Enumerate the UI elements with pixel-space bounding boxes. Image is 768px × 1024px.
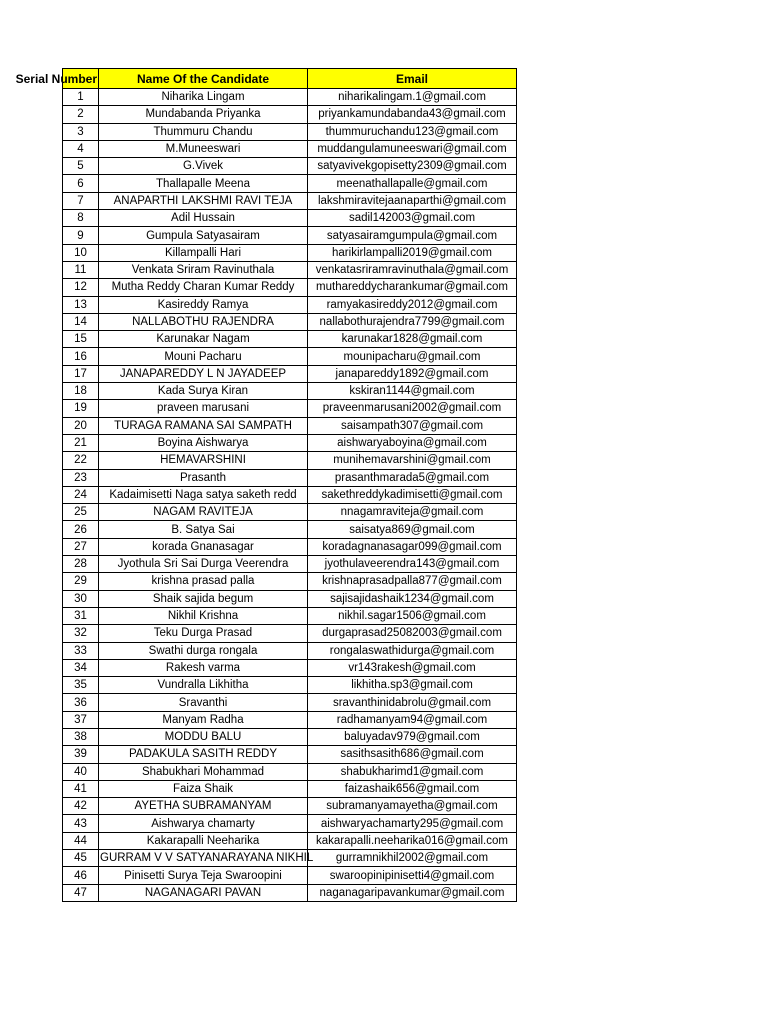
candidate-name-cell[interactable]: Aishwarya chamarty: [99, 815, 308, 832]
email-cell[interactable]: satyasairamgumpula@gmail.com: [308, 227, 517, 244]
serial-number-cell[interactable]: 38: [63, 728, 99, 745]
email-cell[interactable]: kakarapalli.neeharika016@gmail.com: [308, 832, 517, 849]
table-row: [63, 590, 517, 607]
serial-number-cell[interactable]: 26: [63, 521, 99, 538]
serial-number-cell[interactable]: 3: [63, 123, 99, 140]
candidate-name-cell[interactable]: Shabukhari Mohammad: [99, 763, 308, 780]
serial-number-cell[interactable]: 32: [63, 625, 99, 642]
email-cell[interactable]: karunakar1828@gmail.com: [308, 331, 517, 348]
serial-number-cell[interactable]: 2: [63, 106, 99, 123]
email-cell[interactable]: rongalaswathidurga@gmail.com: [308, 642, 517, 659]
table-row: [63, 279, 517, 296]
candidate-name-cell[interactable]: HEMAVARSHINI: [99, 452, 308, 469]
email-cell[interactable]: jyothulaveerendra143@gmail.com: [308, 556, 517, 573]
email-cell[interactable]: niharikalingam.1@gmail.com: [308, 89, 517, 106]
serial-number-cell[interactable]: 41: [63, 780, 99, 797]
email-cell[interactable]: radhamanyam94@gmail.com: [308, 711, 517, 728]
candidate-name-cell[interactable]: Kakarapalli Neeharika: [99, 832, 308, 849]
candidate-name-cell[interactable]: Karunakar Nagam: [99, 331, 308, 348]
table-row: [63, 694, 517, 711]
table-row: [63, 677, 517, 694]
serial-number-cell[interactable]: 42: [63, 798, 99, 815]
email-cell[interactable]: subramanyamayetha@gmail.com: [308, 798, 517, 815]
serial-number-cell[interactable]: 28: [63, 556, 99, 573]
table-row: [63, 210, 517, 227]
candidate-name-cell[interactable]: JANAPAREDDY L N JAYADEEP: [99, 365, 308, 382]
serial-number-cell[interactable]: 27: [63, 538, 99, 555]
serial-number-cell[interactable]: 15: [63, 331, 99, 348]
email-cell[interactable]: nnagamraviteja@gmail.com: [308, 504, 517, 521]
candidate-name-cell[interactable]: GURRAM V V SATYANARAYANA NIKHIL: [99, 850, 308, 867]
serial-number-cell[interactable]: 14: [63, 313, 99, 330]
header-email[interactable]: Email: [308, 69, 517, 89]
serial-number-cell[interactable]: 43: [63, 815, 99, 832]
table-row: [63, 607, 517, 624]
candidate-name-cell[interactable]: Faiza Shaik: [99, 780, 308, 797]
serial-number-cell[interactable]: 33: [63, 642, 99, 659]
serial-number-cell[interactable]: 40: [63, 763, 99, 780]
table-body: [63, 89, 517, 902]
email-cell[interactable]: thummuruchandu123@gmail.com: [308, 123, 517, 140]
candidate-name-cell[interactable]: Mutha Reddy Charan Kumar Reddy: [99, 279, 308, 296]
serial-number-cell[interactable]: 4: [63, 140, 99, 157]
candidate-name-cell[interactable]: Mundabanda Priyanka: [99, 106, 308, 123]
email-cell[interactable]: kskiran1144@gmail.com: [308, 383, 517, 400]
candidate-name-cell[interactable]: Adil Hussain: [99, 210, 308, 227]
candidate-name-cell[interactable]: Shaik sajida begum: [99, 590, 308, 607]
email-cell[interactable]: sasithsasith686@gmail.com: [308, 746, 517, 763]
email-cell[interactable]: sadil142003@gmail.com: [308, 210, 517, 227]
serial-number-cell[interactable]: 34: [63, 659, 99, 676]
candidate-name-cell[interactable]: praveen marusani: [99, 400, 308, 417]
serial-number-cell[interactable]: 6: [63, 175, 99, 192]
header-serial-number[interactable]: Serial Number: [63, 69, 99, 89]
candidate-name-cell[interactable]: M.Muneeswari: [99, 140, 308, 157]
candidate-name-cell[interactable]: Thallapalle Meena: [99, 175, 308, 192]
table-row: [63, 227, 517, 244]
candidate-name-cell[interactable]: Manyam Radha: [99, 711, 308, 728]
table-row: [63, 123, 517, 140]
serial-number-cell[interactable]: 46: [63, 867, 99, 884]
email-cell[interactable]: koradagnanasagar099@gmail.com: [308, 538, 517, 555]
email-cell[interactable]: ramyakasireddy2012@gmail.com: [308, 296, 517, 313]
table-row: [63, 89, 517, 106]
table-row: [63, 521, 517, 538]
serial-number-cell[interactable]: 9: [63, 227, 99, 244]
serial-number-cell[interactable]: 5: [63, 158, 99, 175]
table-row: [63, 711, 517, 728]
table-row: [63, 815, 517, 832]
table-row: [63, 261, 517, 278]
email-cell[interactable]: likhitha.sp3@gmail.com: [308, 677, 517, 694]
table-row: [63, 434, 517, 451]
email-cell[interactable]: mounipacharu@gmail.com: [308, 348, 517, 365]
candidate-name-cell[interactable]: ANAPARTHI LAKSHMI RAVI TEJA: [99, 192, 308, 209]
email-cell[interactable]: sakethreddykadimisetti@gmail.com: [308, 486, 517, 503]
serial-number-cell[interactable]: 19: [63, 400, 99, 417]
table-row: [63, 383, 517, 400]
table-row: [63, 746, 517, 763]
candidate-name-cell[interactable]: Kadaimisetti Naga satya saketh redd: [99, 486, 308, 503]
table-row: [63, 556, 517, 573]
candidate-name-cell[interactable]: Mouni Pacharu: [99, 348, 308, 365]
table-row: [63, 400, 517, 417]
table-row: [63, 573, 517, 590]
candidate-name-cell[interactable]: TURAGA RAMANA SAI SAMPATH: [99, 417, 308, 434]
serial-number-cell[interactable]: 25: [63, 504, 99, 521]
table-row: [63, 452, 517, 469]
candidate-name-cell[interactable]: Killampalli Hari: [99, 244, 308, 261]
serial-number-cell[interactable]: 8: [63, 210, 99, 227]
serial-number-cell[interactable]: 31: [63, 607, 99, 624]
email-cell[interactable]: shabukharimd1@gmail.com: [308, 763, 517, 780]
candidate-name-cell[interactable]: Rakesh varma: [99, 659, 308, 676]
table-row: [63, 780, 517, 797]
table-row: [63, 867, 517, 884]
serial-number-cell[interactable]: 20: [63, 417, 99, 434]
candidate-name-cell[interactable]: Sravanthi: [99, 694, 308, 711]
email-cell[interactable]: sravanthinidabrolu@gmail.com: [308, 694, 517, 711]
table-row: [63, 365, 517, 382]
table-row: [63, 192, 517, 209]
serial-number-cell[interactable]: 39: [63, 746, 99, 763]
email-cell[interactable]: janapareddy1892@gmail.com: [308, 365, 517, 382]
candidate-name-cell[interactable]: NAGANAGARI PAVAN: [99, 884, 308, 901]
email-cell[interactable]: praveenmarusani2002@gmail.com: [308, 400, 517, 417]
candidate-name-cell[interactable]: Kasireddy Ramya: [99, 296, 308, 313]
table-row: [63, 486, 517, 503]
table-row: [63, 884, 517, 901]
candidate-name-cell[interactable]: Jyothula Sri Sai Durga Veerendra: [99, 556, 308, 573]
email-cell[interactable]: venkatasriramravinuthala@gmail.com: [308, 261, 517, 278]
table-row: [63, 244, 517, 261]
email-cell[interactable]: faizashaik656@gmail.com: [308, 780, 517, 797]
serial-number-cell[interactable]: 44: [63, 832, 99, 849]
candidate-name-cell[interactable]: G.Vivek: [99, 158, 308, 175]
serial-number-cell[interactable]: 24: [63, 486, 99, 503]
serial-number-cell[interactable]: 10: [63, 244, 99, 261]
email-cell[interactable]: saisatya869@gmail.com: [308, 521, 517, 538]
table-row: [63, 331, 517, 348]
email-cell[interactable]: krishnaprasadpalla877@gmail.com: [308, 573, 517, 590]
email-cell[interactable]: nikhil.sagar1506@gmail.com: [308, 607, 517, 624]
table-row: [63, 659, 517, 676]
email-cell[interactable]: baluyadav979@gmail.com: [308, 728, 517, 745]
candidate-name-cell[interactable]: Pinisetti Surya Teja Swaroopini: [99, 867, 308, 884]
serial-number-cell[interactable]: 47: [63, 884, 99, 901]
table-row: [63, 763, 517, 780]
serial-number-cell[interactable]: 23: [63, 469, 99, 486]
candidate-name-cell[interactable]: Nikhil Krishna: [99, 607, 308, 624]
serial-number-cell[interactable]: 7: [63, 192, 99, 209]
table-row: [63, 642, 517, 659]
email-cell[interactable]: priyankamundabanda43@gmail.com: [308, 106, 517, 123]
email-cell[interactable]: muthareddycharankumar@gmail.com: [308, 279, 517, 296]
email-cell[interactable]: nallabothurajendra7799@gmail.com: [308, 313, 517, 330]
candidate-name-cell[interactable]: MODDU BALU: [99, 728, 308, 745]
table-row: [63, 106, 517, 123]
candidate-name-cell[interactable]: NAGAM RAVITEJA: [99, 504, 308, 521]
table-row: [63, 538, 517, 555]
table-row: [63, 417, 517, 434]
email-cell[interactable]: satyavivekgopisetty2309@gmail.com: [308, 158, 517, 175]
table-row: [63, 158, 517, 175]
candidate-name-cell[interactable]: Niharika Lingam: [99, 89, 308, 106]
serial-number-cell[interactable]: 45: [63, 850, 99, 867]
candidate-name-cell[interactable]: AYETHA SUBRAMANYAM: [99, 798, 308, 815]
email-cell[interactable]: durgaprasad25082003@gmail.com: [308, 625, 517, 642]
table-row: [63, 140, 517, 157]
serial-number-cell[interactable]: 12: [63, 279, 99, 296]
table-row: [63, 832, 517, 849]
candidate-name-cell[interactable]: Kada Surya Kiran: [99, 383, 308, 400]
email-cell[interactable]: harikirlampalli2019@gmail.com: [308, 244, 517, 261]
candidate-name-cell[interactable]: krishna prasad palla: [99, 573, 308, 590]
serial-number-cell[interactable]: 35: [63, 677, 99, 694]
serial-number-cell[interactable]: 1: [63, 89, 99, 106]
email-cell[interactable]: prasanthmarada5@gmail.com: [308, 469, 517, 486]
serial-number-cell[interactable]: 21: [63, 434, 99, 451]
email-cell[interactable]: aishwaryaboyina@gmail.com: [308, 434, 517, 451]
serial-number-cell[interactable]: 30: [63, 590, 99, 607]
table-row: [63, 469, 517, 486]
email-cell[interactable]: gurramnikhil2002@gmail.com: [308, 850, 517, 867]
candidate-name-cell[interactable]: Gumpula Satyasairam: [99, 227, 308, 244]
serial-number-cell[interactable]: 36: [63, 694, 99, 711]
serial-number-cell[interactable]: 11: [63, 261, 99, 278]
candidate-name-cell[interactable]: Prasanth: [99, 469, 308, 486]
serial-number-cell[interactable]: 22: [63, 452, 99, 469]
candidate-name-cell[interactable]: Thummuru Chandu: [99, 123, 308, 140]
email-cell[interactable]: swaroopinipinisetti4@gmail.com: [308, 867, 517, 884]
candidate-name-cell[interactable]: Boyina Aishwarya: [99, 434, 308, 451]
serial-number-cell[interactable]: 37: [63, 711, 99, 728]
candidate-name-cell[interactable]: Vundralla Likhitha: [99, 677, 308, 694]
candidate-name-cell[interactable]: NALLABOTHU RAJENDRA: [99, 313, 308, 330]
table-row: [63, 625, 517, 642]
serial-number-cell[interactable]: 17: [63, 365, 99, 382]
candidate-name-cell[interactable]: B. Satya Sai: [99, 521, 308, 538]
email-cell[interactable]: muddangulamuneeswari@gmail.com: [308, 140, 517, 157]
email-cell[interactable]: saisampath307@gmail.com: [308, 417, 517, 434]
email-cell[interactable]: meenathallapalle@gmail.com: [308, 175, 517, 192]
header-candidate-name[interactable]: Name Of the Candidate: [99, 69, 308, 89]
table-row: [63, 504, 517, 521]
table-row: [63, 798, 517, 815]
serial-number-cell[interactable]: 13: [63, 296, 99, 313]
email-cell[interactable]: lakshmiravitejaanaparthi@gmail.com: [308, 192, 517, 209]
candidate-name-cell[interactable]: Swathi durga rongala: [99, 642, 308, 659]
table-row: [63, 728, 517, 745]
serial-number-cell[interactable]: 29: [63, 573, 99, 590]
candidate-name-cell[interactable]: korada Gnanasagar: [99, 538, 308, 555]
serial-number-cell[interactable]: 18: [63, 383, 99, 400]
table-row: [63, 175, 517, 192]
table-row: [63, 850, 517, 867]
candidate-name-cell[interactable]: Venkata Sriram Ravinuthala: [99, 261, 308, 278]
table-row: [63, 296, 517, 313]
email-cell[interactable]: aishwaryachamarty295@gmail.com: [308, 815, 517, 832]
email-cell[interactable]: sajisajidashaik1234@gmail.com: [308, 590, 517, 607]
candidate-table: [15, 68, 517, 902]
email-cell[interactable]: munihemavarshini@gmail.com: [308, 452, 517, 469]
header-row: [63, 69, 517, 89]
candidate-name-cell[interactable]: PADAKULA SASITH REDDY: [99, 746, 308, 763]
candidate-name-cell[interactable]: Teku Durga Prasad: [99, 625, 308, 642]
serial-number-cell[interactable]: 16: [63, 348, 99, 365]
email-cell[interactable]: vr143rakesh@gmail.com: [308, 659, 517, 676]
email-cell[interactable]: naganagaripavankumar@gmail.com: [308, 884, 517, 901]
table-row: [63, 348, 517, 365]
table-row: [63, 313, 517, 330]
